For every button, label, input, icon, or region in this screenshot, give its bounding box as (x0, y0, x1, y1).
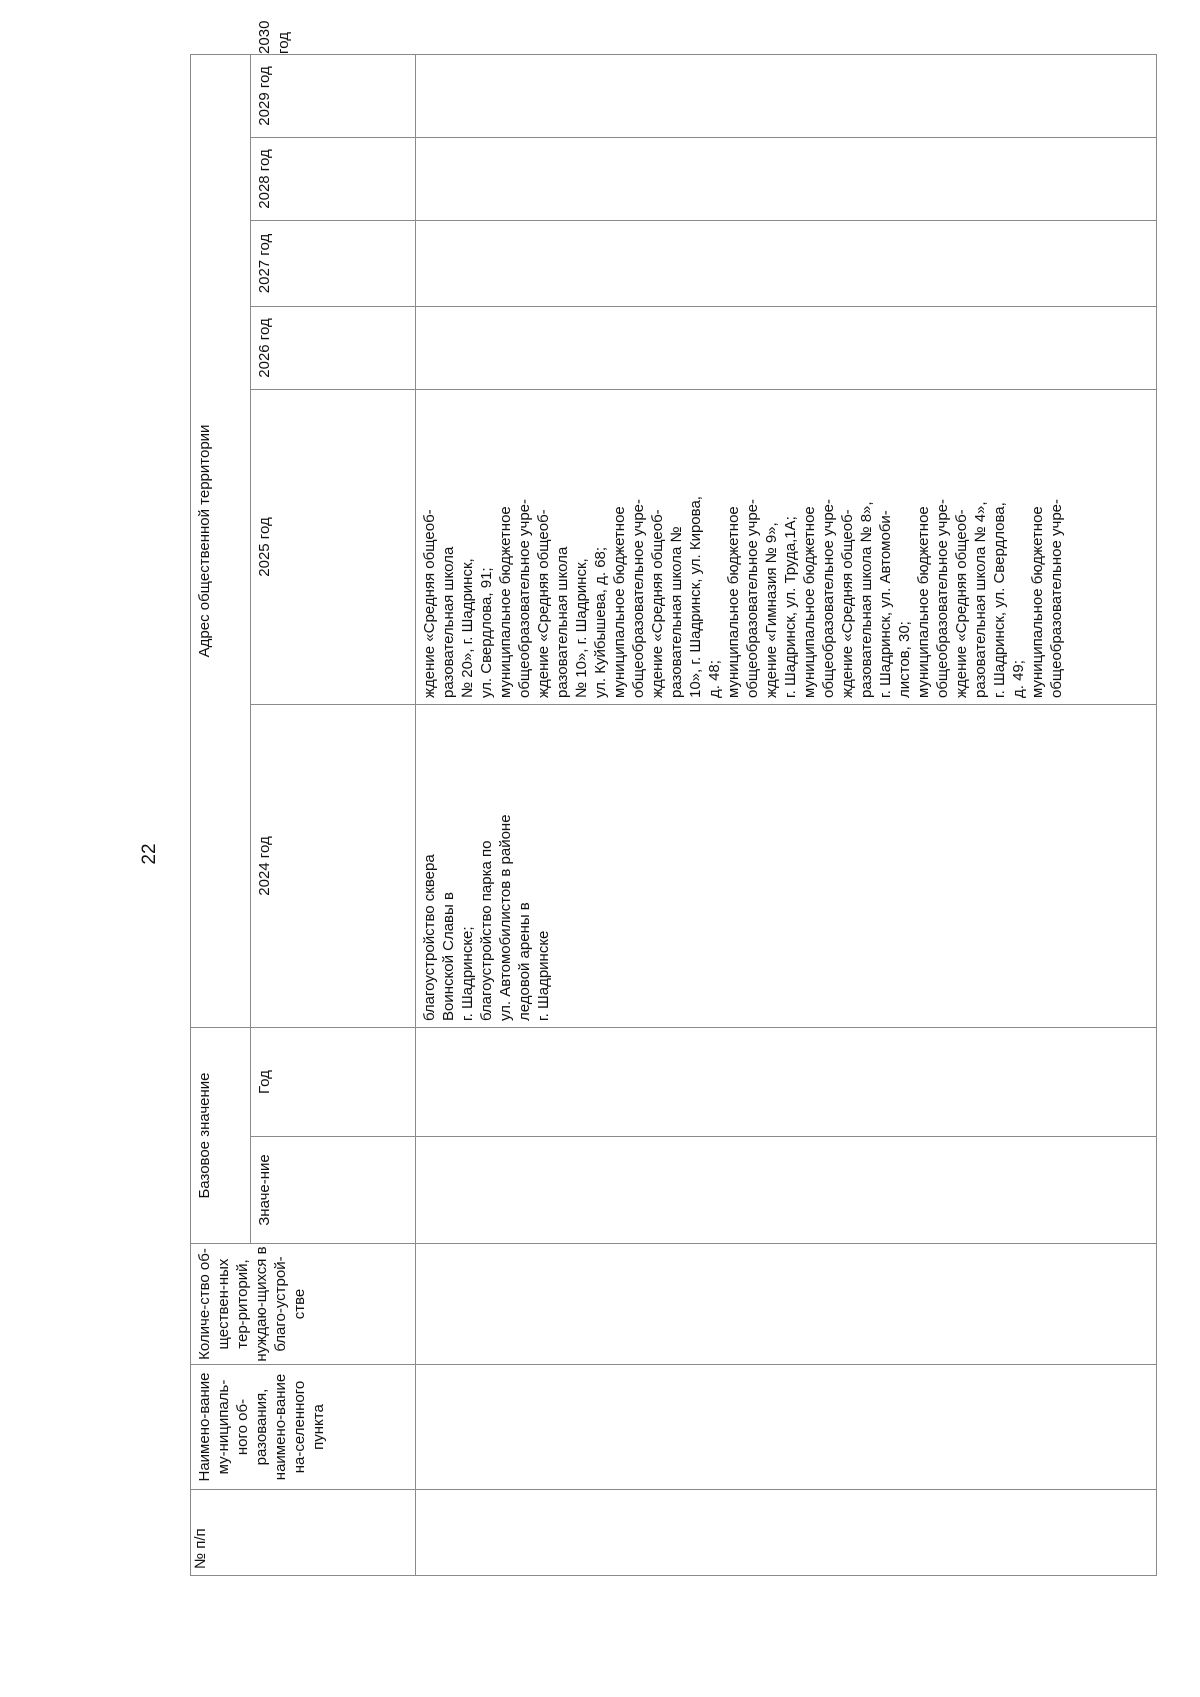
header-year-2026: 2026 год (251, 307, 416, 390)
cell-2028 (416, 138, 1157, 221)
page-number-text: 22 (139, 843, 160, 865)
header-territory-count: Количе-ство об-ществен-ных тер-риторий, нуждаю-щихся в благо-устрой-стве (191, 1244, 416, 1365)
cell-base-value (416, 1137, 1157, 1244)
cell-2025-line: ул. Свердлова, 91; (478, 567, 495, 698)
header-municipality-name: Наимено-вание му-ниципаль-ного об-разования, наимено-вание на-селенного пункта (191, 1365, 416, 1490)
cell-2025-line: ждение «Средняя общеоб- (953, 509, 970, 698)
cell-2025-line: общеобразовательное учре- (516, 498, 533, 698)
cell-2025-line: д. 49; (1010, 660, 1027, 698)
cell-2025-line: муниципальное бюджетное (1029, 506, 1046, 698)
cell-2025-line: ждение «Гимназия № 9», (763, 522, 780, 698)
cell-2025-line: д. 48; (706, 660, 723, 698)
cell-2025-line: общеобразовательное учре- (820, 498, 837, 698)
cell-2029 (416, 54, 1157, 137)
cell-2025-line: листов, 30; (896, 621, 913, 698)
cell-2025 (416, 390, 1157, 705)
cell-2025-line: общеобразовательное учре- (934, 498, 951, 698)
header-row-1 (191, 54, 251, 1575)
cell-2025-line: муниципальное бюджетное (801, 506, 818, 698)
cell-2024-line: Воинской Славы в (440, 892, 457, 1021)
cell-2025-line: разовательная школа № (668, 526, 685, 698)
cell-base-year (416, 1028, 1157, 1137)
cell-2025-line: ждение «Средняя общеоб- (421, 509, 438, 698)
cell-2024-line: г. Шадринске (535, 930, 552, 1021)
cell-2024-line: благоустройство сквера (421, 854, 438, 1021)
header-year-2028: 2028 год (251, 138, 416, 221)
cell-2025-line: общеобразовательное учре- (744, 498, 761, 698)
cell-2024-line: благоустройство парка по (478, 840, 495, 1021)
cell-municipality-name (416, 1365, 1157, 1490)
cell-2025-line: муниципальное бюджетное (725, 506, 742, 698)
cell-2024-line: ледовой арены в (516, 902, 533, 1021)
cell-2025-line: разовательная школа (440, 546, 457, 698)
cell-2025-line: разовательная школа (554, 546, 571, 698)
cell-2025-line: ждение «Средняя общеоб- (535, 509, 552, 698)
header-year-2027: 2027 год (251, 221, 416, 307)
cell-2024 (416, 705, 1157, 1028)
cell-2025-line: ул. Куйбышева, д. 68; (592, 546, 609, 698)
cell-2025-line: 10», г. Шадринск, ул. Кирова, (687, 496, 704, 698)
cell-2025-line: разовательная школа № 4», (972, 501, 989, 698)
cell-number (416, 1490, 1157, 1576)
cell-2025-line: г. Шадринск, ул. Труда,1А; (782, 516, 799, 698)
header-year-2029: 2029 год (251, 54, 416, 137)
cell-2024-line: г. Шадринске; (459, 926, 476, 1021)
cell-2025-line: ждение «Средняя общеоб- (839, 509, 856, 698)
cell-2025-line: г. Шадринск, ул. Автомоби- (877, 510, 894, 698)
header-row-2: Значе-ние Год 2024 год 2025 год 2026 год 2027 год 2028 год 2029 год 2030 год (251, 54, 416, 1575)
address-table (190, 20, 1157, 1576)
cell-2025-line: № 10», г. Шадринск, (573, 558, 590, 698)
header-year-2025: 2025 год (251, 390, 416, 705)
cell-2025-line: общеобразовательное учре- (1048, 498, 1065, 698)
cell-2025-line: № 20», г. Шадринск, (459, 558, 476, 698)
cell-territory-count (416, 1244, 1157, 1365)
cell-2024-line: ул. Автомобилистов в районе (497, 814, 514, 1021)
table-row (416, 54, 1157, 1575)
cell-2025-line: г. Шадринск, ул. Свердлова, (991, 502, 1008, 698)
cell-2025-line: муниципальное бюджетное (915, 506, 932, 698)
cell-2025-line: ждение «Средняя общеоб- (649, 509, 666, 698)
header-year-2024: 2024 год (251, 705, 416, 1028)
header-base-year: Год (251, 1028, 416, 1137)
cell-2025-line: муниципальное бюджетное (497, 506, 514, 698)
rotated-table-stage (190, 20, 1150, 1576)
cell-2027 (416, 221, 1157, 307)
cell-2025-line: разовательная школа № 8», (858, 501, 875, 698)
cell-2025-line: муниципальное бюджетное (611, 506, 628, 698)
header-number: № п/п (191, 1490, 416, 1576)
cell-2025-line: общеобразовательное учре- (630, 498, 647, 698)
cell-2026 (416, 307, 1157, 390)
header-address: Адрес общественной территории (191, 54, 251, 1027)
header-base-value-number: Значе-ние (251, 1137, 416, 1244)
header-base-value: Базовое значение (191, 1028, 251, 1244)
